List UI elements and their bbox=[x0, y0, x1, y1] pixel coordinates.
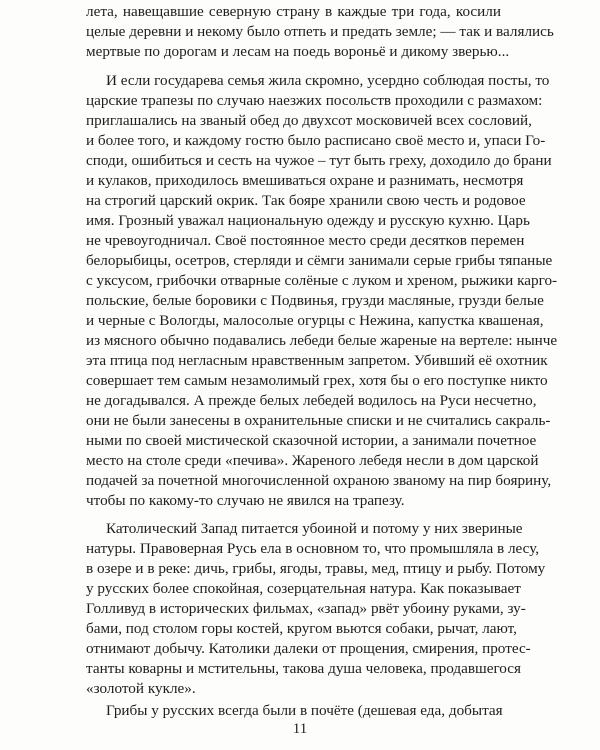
text-line: и кулаков, приходилось вмешиваться охране и разнимать, несмотря bbox=[86, 172, 524, 189]
text-line: имя. Грозный уважал национальную одежду и русскую кухню. Царь bbox=[86, 212, 530, 229]
text-line: и черные с Вологды, малосолые огурцы с Нежина, капустка квашеная, bbox=[86, 312, 544, 329]
text-line: танты коварны и мстительны, такова душа человека, продавшегося bbox=[86, 660, 521, 677]
text-line: И если государева семья жила скромно, усердно соблюдая посты, то bbox=[106, 72, 550, 89]
text-line: место на столе среди «печива». Жареного лебедя несли в дом царской bbox=[86, 452, 539, 469]
text-line: на строгий царский окрик. Так бояре хранили свою честь и родовое bbox=[86, 192, 526, 209]
text-line: приглашались на званый обед до двухсот московичей всех сословий, bbox=[86, 112, 532, 129]
text-line: лета, навещавшие северную страну в каждые три года, косили bbox=[86, 3, 501, 20]
text-line: Грибы у русских всегда были в почёте (дешевая еда, добытая bbox=[106, 702, 503, 719]
text-line: целые деревни и некому было отпеть и предать земле; — так и валялись bbox=[86, 23, 554, 40]
text-line: в озере и в реке: дичь, грибы, ягоды, травы, мед, птицу и рыбу. Потому bbox=[86, 560, 546, 577]
text-line: споди, ошибиться и сесть на чужое – тут быть греху, доходило до брани bbox=[86, 152, 552, 169]
text-line: у русских более спокойная, созерцательная натура. Как показывает bbox=[86, 580, 521, 597]
text-line: Католический Запад питается убоиной и потому у них звериные bbox=[106, 520, 523, 537]
text-line: эта птица под негласным нравственным запретом. Убивший её охотник bbox=[86, 352, 548, 369]
text-line: они не были занесены в охранительные списки и не считались сакраль- bbox=[86, 412, 551, 429]
text-line: мертвые по дорогам и лесам на поедь вороньё и дикому зверью... bbox=[86, 43, 510, 60]
text-line: с уксусом, грибочки отварные солёные с луком и хреном, рыжики карго- bbox=[86, 272, 558, 289]
text-line: ными по своей мистической сказочной истории, а занимали почетное bbox=[86, 432, 537, 449]
text-line: не чревоугодничал. Своё постоянное место среди десятков перемен bbox=[86, 232, 525, 249]
text-line: царские трапезы по случаю наезжих посольств проходили с размахом: bbox=[86, 92, 543, 109]
text-line: из мясного обычно подавались лебеди белые жареные на вертеле: нынче bbox=[86, 332, 558, 349]
text-line: Голливуд в исторических фильмах, «запад» рвёт убоину руками, зу- bbox=[86, 600, 526, 617]
text-line: чтобы по какому-то случаю не явился на трапезу. bbox=[86, 492, 405, 509]
text-line: бами, под столом горы костей, кругом вьются собаки, рычат, лают, bbox=[86, 620, 517, 637]
text-line: и более того, и каждому гостю было расписано своё место и, упаси Го- bbox=[86, 132, 546, 149]
text-line: совершает тем самым незамолимый грех, хотя бы о его поступке никто bbox=[86, 372, 548, 389]
text-line: польские, белые боровики с Подвинья, грузди масляные, грузди белые bbox=[86, 292, 544, 309]
page-number: 11 bbox=[292, 721, 308, 737]
text-line: отнимают добычу. Католики далеки от прощения, смирения, протес- bbox=[86, 640, 531, 657]
text-line: подачей за почетной многочисленной охраною званому на пир боярину, bbox=[86, 472, 552, 489]
text-line: натуры. Правоверная Русь ела в основном то, что промышляла в лесу, bbox=[86, 540, 540, 557]
text-line: «золотой кукле». bbox=[86, 680, 196, 697]
text-line: белорыбицы, осетров, стерляди и сёмги занимали серые грибы тяпаные bbox=[86, 252, 553, 269]
text-line: не догадывался. А прежде белых лебедей водилось на Руси несчетно, bbox=[86, 392, 537, 409]
